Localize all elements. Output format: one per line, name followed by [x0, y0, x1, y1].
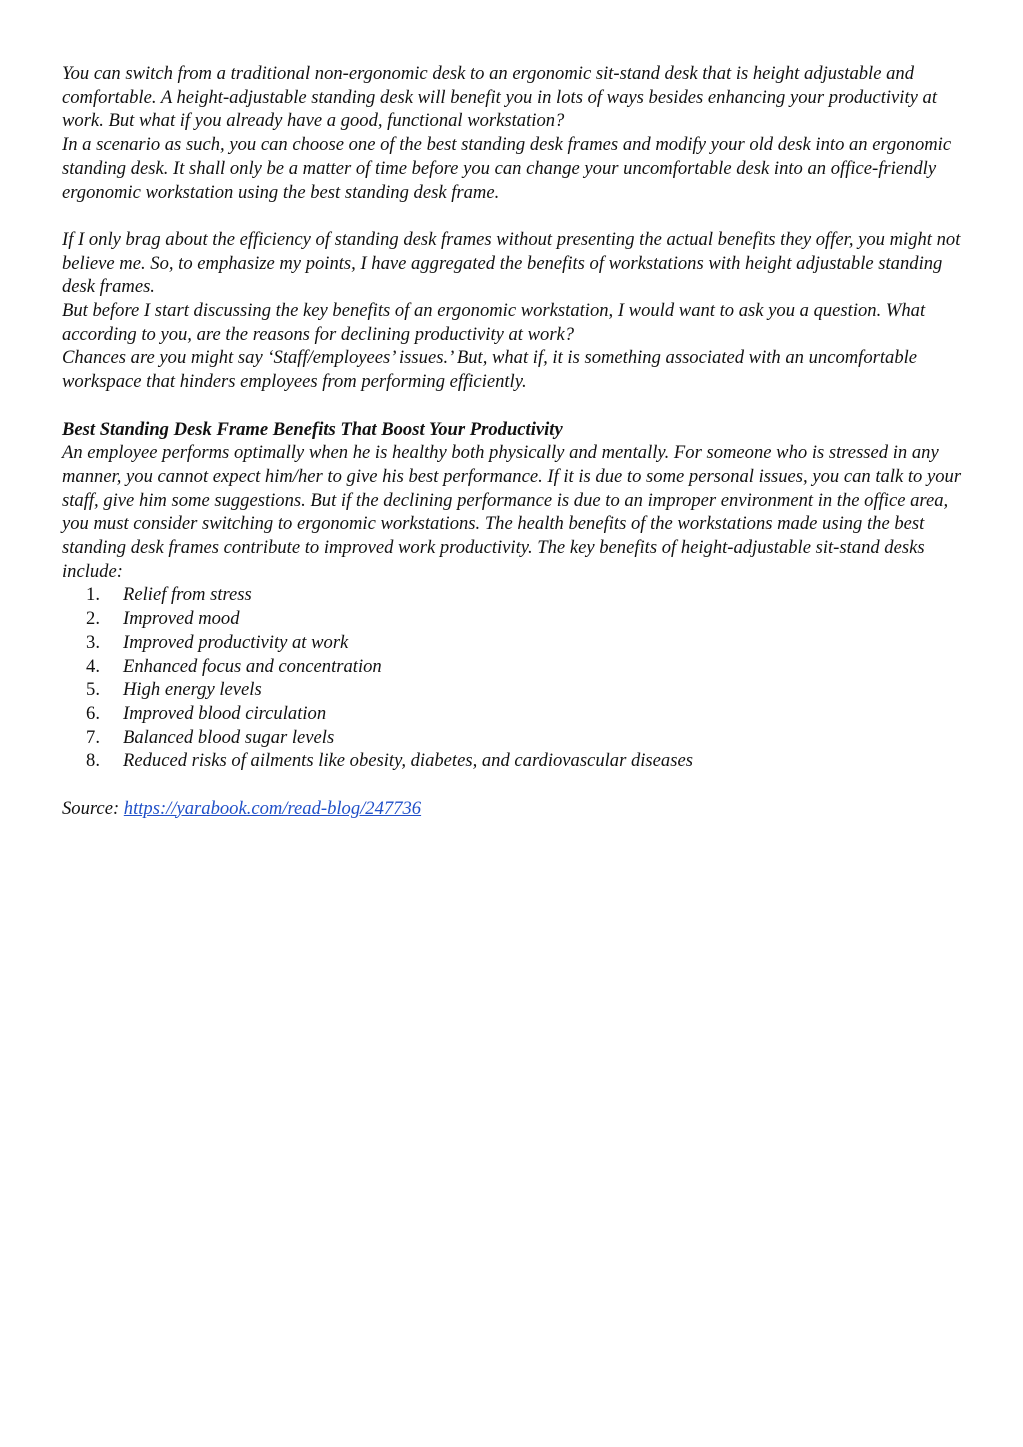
list-item-number: 8. [86, 750, 100, 772]
list-item-number: 7. [86, 726, 100, 748]
paragraph-spacer [62, 773, 967, 797]
question-paragraph: But before I start discussing the key benefits of an ergonomic workstation, I would want to ask you a question. What according to you, are the reasons for declining productivity at work? [62, 300, 926, 345]
list-item [62, 749, 967, 773]
staff-issues-paragraph: Chances are you might say ‘Staff/employees’ issues.’ But, what if, it is something associated with an uncomfortable workspace that hinders employees from performing efficiently. [62, 347, 918, 393]
section-heading: Best Standing Desk Frame Benefits That Boost Your Productivity [62, 418, 563, 440]
list-item-text: Improved blood circulation [123, 702, 327, 724]
list-item-text: Enhanced focus and concentration [123, 655, 382, 677]
list-item-number: 2. [86, 608, 100, 630]
list-item [62, 678, 967, 702]
list-item-number: 1. [86, 584, 100, 606]
list-item-text: High energy levels [123, 679, 262, 701]
source-line [62, 797, 967, 821]
list-item-number: 4. [86, 655, 100, 677]
list-item-number: 6. [86, 702, 100, 724]
list-item [62, 607, 967, 631]
intro-paragraph-2: In a scenario as such, you can choose one of the best standing desk frames and modify your old desk into an ergonomic standing desk. It shall only be a matter of time before you can change your uncomfortable desk into an office-friendly ergonomic workstation using the best standing desk frame. [62, 134, 952, 203]
list-item [62, 702, 967, 726]
list-item [62, 726, 967, 750]
list-item-text: Reduced risks of ailments like obesity, diabetes, and cardiovascular diseases [123, 750, 693, 772]
benefits-list [62, 583, 967, 773]
section-body-paragraph: An employee performs optimally when he is healthy both physically and mentally. For someone who is stressed in any manner, you cannot expect him/her to give his best performance. If it is due to some personal issues, you can talk to your staff, give him some suggestions. But if the declining performance is due to an improper environment in the office area, you must consider switching to ergonomic workstations. The health benefits of the workstations made using the best standing desk frames contribute to improved work productivity. The key benefits of height-adjustable sit-stand desks include: [62, 442, 962, 582]
paragraph-spacer [62, 204, 967, 228]
list-item [62, 583, 967, 607]
efficiency-paragraph: If I only brag about the efficiency of standing desk frames without presenting the actual benefits they offer, you might not believe me. So, to emphasize my points, I have aggregated the benefits of workstations with height adjustable standing desk frames. [62, 228, 961, 298]
list-item [62, 655, 967, 679]
list-item [62, 631, 967, 655]
list-item-text: Improved productivity at work [123, 631, 349, 653]
list-item-number: 3. [86, 631, 100, 653]
list-item-text: Relief from stress [123, 584, 252, 606]
document-page [62, 62, 967, 820]
list-item-text: Improved mood [123, 608, 240, 630]
paragraph-spacer [62, 394, 967, 418]
intro-paragraph-1: You can switch from a traditional non-ergonomic desk to an ergonomic sit-stand desk that is height adjustable and comfortable. A height-adjustable standing desk will benefit you in lots of ways besides enhancing your productivity at work. But what if you already have a good, functional workstation? [62, 63, 938, 132]
source-label: Source: [62, 797, 124, 819]
list-item-number: 5. [86, 679, 100, 701]
list-item-text: Balanced blood sugar levels [123, 726, 335, 748]
source-link[interactable]: https://yarabook.com/read-blog/247736 [123, 797, 422, 819]
